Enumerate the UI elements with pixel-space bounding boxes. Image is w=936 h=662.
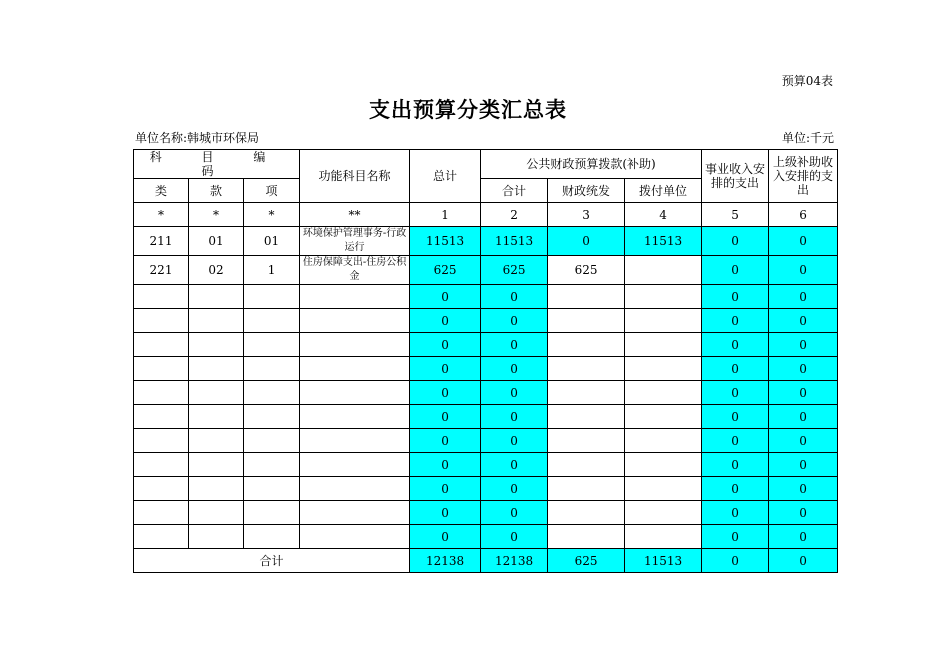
cell-kuan — [189, 285, 244, 309]
cell-bofu — [625, 453, 702, 477]
cell-caizheng — [548, 333, 625, 357]
cell-total: 0 — [410, 429, 481, 453]
cell-xiang — [244, 285, 300, 309]
cell-shiye: 0 — [702, 477, 769, 501]
cell-caizheng — [548, 525, 625, 549]
cell-lei — [134, 333, 189, 357]
cell-kuan — [189, 453, 244, 477]
cell-shangji: 0 — [769, 501, 838, 525]
header-shangji: 上级补助收入安排的支出 — [769, 150, 838, 203]
cell-heji: 0 — [481, 357, 548, 381]
cell-heji: 0 — [481, 405, 548, 429]
table-row — [134, 357, 838, 381]
cell-heji: 0 — [481, 525, 548, 549]
cell-shangji: 0 — [769, 477, 838, 501]
cell-total: 11513 — [410, 227, 481, 256]
index-row — [134, 203, 838, 227]
cell-lei — [134, 429, 189, 453]
cell-bofu — [625, 405, 702, 429]
cell-shangji: 0 — [769, 285, 838, 309]
cell-heji: 0 — [481, 285, 548, 309]
index-cell: 4 — [625, 203, 702, 227]
header-public-fund: 公共财政预算拨款(补助) — [481, 150, 702, 179]
cell-lei: 211 — [134, 227, 189, 256]
cell-total: 0 — [410, 501, 481, 525]
cell-shiye: 0 — [702, 227, 769, 256]
cell-total: 0 — [410, 381, 481, 405]
cell-bofu — [625, 501, 702, 525]
cell-bofu — [625, 477, 702, 501]
table-row — [134, 227, 838, 256]
cell-bofu — [625, 333, 702, 357]
cell-name — [300, 501, 410, 525]
cell-name — [300, 309, 410, 333]
cell-heji: 0 — [481, 453, 548, 477]
cell-shiye: 0 — [702, 357, 769, 381]
table-row — [134, 525, 838, 549]
cell-bofu — [625, 357, 702, 381]
cell-name — [300, 285, 410, 309]
index-cell: * — [134, 203, 189, 227]
total-caizheng: 625 — [548, 549, 625, 573]
index-cell: 3 — [548, 203, 625, 227]
cell-bofu — [625, 309, 702, 333]
cell-name: 环境保护管理事务-行政运行 — [300, 227, 410, 256]
cell-kuan: 02 — [189, 256, 244, 285]
cell-caizheng — [548, 357, 625, 381]
table-row — [134, 333, 838, 357]
cell-name — [300, 357, 410, 381]
cell-shangji: 0 — [769, 256, 838, 285]
cell-heji: 0 — [481, 333, 548, 357]
cell-total: 0 — [410, 309, 481, 333]
cell-shiye: 0 — [702, 381, 769, 405]
cell-xiang — [244, 309, 300, 333]
cell-bofu — [625, 285, 702, 309]
cell-lei — [134, 309, 189, 333]
cell-heji: 0 — [481, 501, 548, 525]
index-cell: 1 — [410, 203, 481, 227]
cell-lei — [134, 357, 189, 381]
cell-xiang — [244, 525, 300, 549]
cell-total: 0 — [410, 453, 481, 477]
header-bofu: 拨付单位 — [625, 179, 702, 203]
cell-bofu — [625, 525, 702, 549]
index-cell: 2 — [481, 203, 548, 227]
cell-total: 0 — [410, 357, 481, 381]
cell-name — [300, 405, 410, 429]
cell-heji: 625 — [481, 256, 548, 285]
table-row — [134, 501, 838, 525]
index-cell: * — [189, 203, 244, 227]
cell-caizheng — [548, 477, 625, 501]
header-subject-code: 科 目 编 码 — [134, 150, 300, 179]
cell-heji: 11513 — [481, 227, 548, 256]
form-number: 预算04表 — [781, 74, 833, 88]
cell-bofu: 11513 — [625, 227, 702, 256]
cell-kuan — [189, 309, 244, 333]
cell-lei — [134, 405, 189, 429]
header-heji: 合计 — [481, 179, 548, 203]
cell-shangji: 0 — [769, 429, 838, 453]
table-row — [134, 256, 838, 285]
header-caizheng: 财政统发 — [548, 179, 625, 203]
cell-lei — [134, 453, 189, 477]
cell-shangji: 0 — [769, 357, 838, 381]
cell-caizheng — [548, 285, 625, 309]
cell-heji: 0 — [481, 429, 548, 453]
index-cell: 5 — [702, 203, 769, 227]
cell-caizheng: 0 — [548, 227, 625, 256]
index-cell: * — [244, 203, 300, 227]
cell-shangji: 0 — [769, 405, 838, 429]
table-row — [134, 309, 838, 333]
cell-shiye: 0 — [702, 309, 769, 333]
cell-kuan — [189, 525, 244, 549]
cell-shangji: 0 — [769, 309, 838, 333]
total-bofu: 11513 — [625, 549, 702, 573]
cell-total: 625 — [410, 256, 481, 285]
cell-shiye: 0 — [702, 405, 769, 429]
index-cell: ** — [300, 203, 410, 227]
cell-total: 0 — [410, 525, 481, 549]
cell-lei — [134, 381, 189, 405]
cell-lei — [134, 525, 189, 549]
cell-shiye: 0 — [702, 429, 769, 453]
cell-name — [300, 525, 410, 549]
table-row — [134, 429, 838, 453]
unit-name: 单位名称:韩城市环保局 — [135, 131, 260, 145]
cell-total: 0 — [410, 405, 481, 429]
total-label: 合计 — [134, 549, 410, 573]
table-row — [134, 453, 838, 477]
cell-caizheng — [548, 381, 625, 405]
cell-shangji: 0 — [769, 381, 838, 405]
table-row — [134, 405, 838, 429]
cell-kuan — [189, 501, 244, 525]
cell-total: 0 — [410, 333, 481, 357]
cell-xiang — [244, 333, 300, 357]
total-heji: 12138 — [481, 549, 548, 573]
cell-name — [300, 453, 410, 477]
table-row — [134, 381, 838, 405]
cell-caizheng: 625 — [548, 256, 625, 285]
total-shangji: 0 — [769, 549, 838, 573]
header-shiye: 事业收入安排的支出 — [702, 150, 769, 203]
cell-kuan — [189, 429, 244, 453]
cell-xiang — [244, 501, 300, 525]
cell-kuan: 01 — [189, 227, 244, 256]
cell-shangji: 0 — [769, 227, 838, 256]
cell-lei — [134, 501, 189, 525]
cell-name: 住房保障支出-住房公积金 — [300, 256, 410, 285]
cell-caizheng — [548, 429, 625, 453]
cell-xiang — [244, 429, 300, 453]
page-title: 支出预算分类汇总表 — [369, 97, 567, 122]
cell-shiye: 0 — [702, 256, 769, 285]
cell-name — [300, 381, 410, 405]
cell-xiang — [244, 357, 300, 381]
cell-name — [300, 429, 410, 453]
cell-shiye: 0 — [702, 333, 769, 357]
currency-unit: 单位:千元 — [781, 131, 834, 145]
cell-shangji: 0 — [769, 453, 838, 477]
cell-lei — [134, 477, 189, 501]
cell-kuan — [189, 357, 244, 381]
cell-xiang — [244, 453, 300, 477]
total-row — [134, 549, 838, 573]
cell-shangji: 0 — [769, 525, 838, 549]
header-xiang: 项 — [244, 179, 300, 203]
total-shiye: 0 — [702, 549, 769, 573]
table-row — [134, 285, 838, 309]
cell-xiang: 01 — [244, 227, 300, 256]
cell-name — [300, 333, 410, 357]
cell-caizheng — [548, 453, 625, 477]
cell-kuan — [189, 405, 244, 429]
cell-xiang — [244, 405, 300, 429]
cell-total: 0 — [410, 477, 481, 501]
cell-kuan — [189, 381, 244, 405]
header-kuan: 款 — [189, 179, 244, 203]
expenditure-table — [133, 149, 838, 573]
cell-bofu — [625, 256, 702, 285]
cell-heji: 0 — [481, 309, 548, 333]
cell-shiye: 0 — [702, 453, 769, 477]
table-row — [134, 477, 838, 501]
cell-caizheng — [548, 405, 625, 429]
cell-shiye: 0 — [702, 285, 769, 309]
cell-shiye: 0 — [702, 525, 769, 549]
cell-name — [300, 477, 410, 501]
cell-xiang — [244, 477, 300, 501]
index-cell: 6 — [769, 203, 838, 227]
cell-heji: 0 — [481, 381, 548, 405]
cell-heji: 0 — [481, 477, 548, 501]
header-total: 总计 — [410, 150, 481, 203]
cell-shiye: 0 — [702, 501, 769, 525]
cell-lei: 221 — [134, 256, 189, 285]
cell-caizheng — [548, 309, 625, 333]
cell-kuan — [189, 477, 244, 501]
total-total: 12138 — [410, 549, 481, 573]
cell-xiang: 1 — [244, 256, 300, 285]
header-lei: 类 — [134, 179, 189, 203]
cell-lei — [134, 285, 189, 309]
cell-total: 0 — [410, 285, 481, 309]
cell-bofu — [625, 381, 702, 405]
header-func-name: 功能科目名称 — [300, 150, 410, 203]
cell-shangji: 0 — [769, 333, 838, 357]
cell-bofu — [625, 429, 702, 453]
cell-caizheng — [548, 501, 625, 525]
cell-xiang — [244, 381, 300, 405]
cell-kuan — [189, 333, 244, 357]
